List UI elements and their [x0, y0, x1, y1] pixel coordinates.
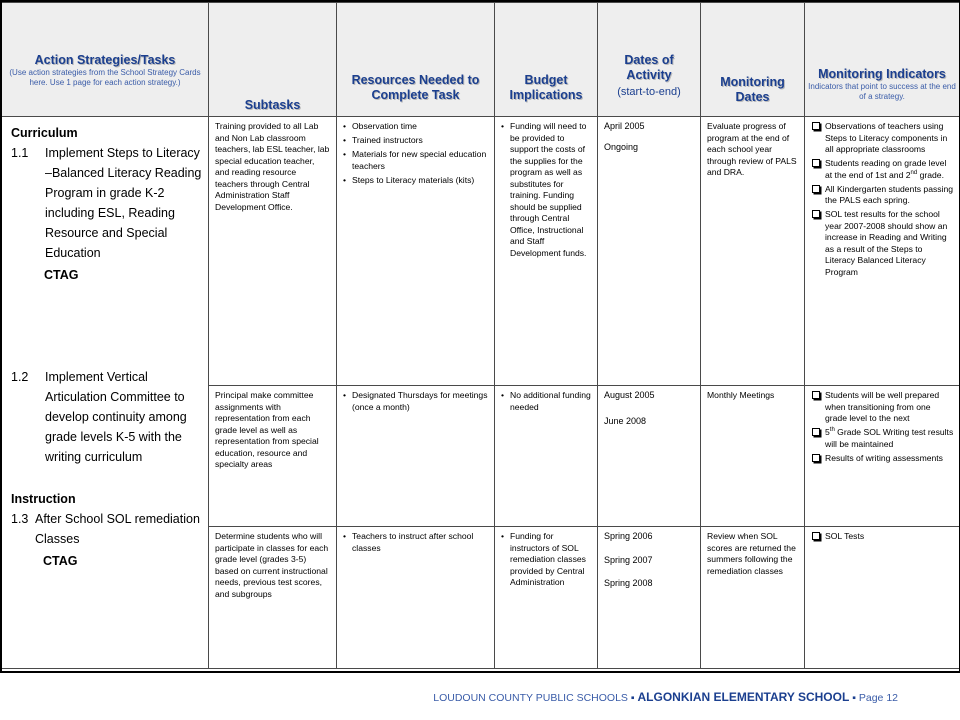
action-strategies-cell: [2, 117, 209, 669]
header-budget-label: Budget Implications: [509, 73, 583, 102]
checklist-text: Students reading on grade level at the end of 1st and 2: [825, 158, 947, 180]
header-dates: [598, 3, 701, 117]
checklist-item: SOL test results for the school year 2007-2008 should show an increase in Reading and Writing as a result of the Steps to Literacy Balanced Literacy Program: [811, 209, 954, 278]
date-text: Ongoing: [604, 141, 639, 152]
subtask-text: Determine students who will participate in classes for each grade level (grades 3-5) based on current instructional needs, previous test scores, and subgroups: [215, 531, 329, 599]
footer-separator: ▪: [630, 692, 635, 704]
header-monitoring-dates-label: Monitoring Dates: [720, 75, 785, 104]
list-item: • Funding for instructors of SOL remediation classes provided by Central Administration: [501, 531, 592, 589]
resources-cell: [337, 117, 495, 386]
subtask-cell: [209, 386, 337, 527]
header-action-strategies: [2, 3, 209, 117]
ordinal-suffix: th: [829, 427, 835, 434]
budget-cell: [495, 386, 598, 527]
page-footer: [433, 690, 898, 704]
checklist-item: [811, 158, 954, 181]
list-item: • Observation time: [343, 121, 489, 133]
list-item: • Materials for new special education teachers: [343, 149, 489, 172]
checklist-item: [811, 427, 954, 450]
footer-district: LOUDOUN COUNTY PUBLIC SCHOOLS: [433, 692, 628, 704]
list-item: • No additional funding needed: [501, 390, 592, 413]
date-text: April 2005: [604, 121, 645, 131]
ctag-label: CTAG: [44, 268, 79, 282]
date-text: June 2008: [604, 415, 647, 426]
subtask-text: Training provided to all Lab and Non Lab classroom teachers, lab ESL teacher, lab special education teacher, and reading resource teachers through Central Administration Staff Development Office.: [215, 121, 330, 212]
monitoring-text: Evaluate progress of program at the end of each school year through review of PALS and DRA.: [707, 121, 797, 177]
monitoring-text: Monthly Meetings: [707, 390, 775, 400]
header-monitoring-dates: [701, 3, 805, 117]
header-resources-label: Resources Needed to Complete Task: [351, 73, 480, 102]
dates-cell: [598, 386, 701, 527]
checklist-item: SOL Tests: [811, 531, 954, 543]
header-dates-sub: (start-to-end): [617, 86, 681, 98]
header-action-label: Action Strategies/Tasks: [34, 53, 176, 67]
monitoring-dates-cell: [701, 386, 805, 527]
resources-cell: [337, 527, 495, 669]
indicators-list: [811, 390, 954, 464]
indicators-list: [811, 531, 954, 543]
header-subtasks: [209, 3, 337, 117]
section-curriculum: Curriculum: [11, 126, 78, 140]
resources-cell: [337, 386, 495, 527]
strategy-1-2: [11, 367, 202, 467]
monitoring-text: Review when SOL scores are returned the summers following the remediation classes: [707, 531, 796, 576]
list-item: • Teachers to instruct after school classes: [343, 531, 489, 554]
strategy-number: 1.3: [11, 512, 29, 526]
strategy-1-3: [11, 509, 202, 549]
budget-cell: [495, 527, 598, 669]
resources-list: [343, 390, 489, 413]
checklist-item: Results of writing assessments: [811, 453, 954, 465]
budget-cell: [495, 117, 598, 386]
header-budget: [495, 3, 598, 117]
strategy-text: After School SOL remediation Classes: [35, 512, 200, 546]
date-text: Spring 2008: [604, 578, 653, 588]
monitoring-dates-cell: [701, 527, 805, 669]
resources-list: [343, 121, 489, 186]
dates-cell: [598, 117, 701, 386]
date-text: August 2005: [604, 390, 655, 400]
budget-list: [501, 390, 592, 413]
footer-separator: ▪: [852, 692, 856, 704]
header-subtasks-label: Subtasks: [244, 98, 301, 112]
table-row: [2, 117, 960, 386]
header-dates-label: Dates of Activity: [624, 53, 674, 82]
header-indicators-label: Monitoring Indicators: [818, 67, 946, 81]
action-plan-table: [1, 2, 960, 669]
subtask-cell: [209, 527, 337, 669]
strategy-number: 1.1: [11, 146, 29, 160]
checklist-text: 5: [825, 427, 830, 437]
indicators-cell: [805, 527, 960, 669]
list-item: • Funding will need to be provided to support the costs of the supplies for the program as well as substitutes for training. Funding should be supplied through Central Office, Instructional and Staff Development funds.: [501, 121, 592, 259]
strategy-number: 1.2: [11, 370, 29, 384]
checklist-item: Students will be well prepared when transitioning from one grade level to the next: [811, 390, 954, 425]
budget-list: [501, 531, 592, 589]
strategy-text: Implement Steps to Literacy –Balanced Literacy Reading Program in grade K-2 including ESL, Reading Resource and Special Education: [45, 146, 202, 260]
checklist-text-tail: grade.: [917, 169, 944, 180]
date-text: Spring 2007: [604, 554, 653, 565]
header-indicators: [805, 3, 960, 117]
checklist-item: All Kindergarten students passing the PALS each spring.: [811, 184, 954, 207]
list-item: • Designated Thursdays for meetings (once a month): [343, 390, 489, 413]
indicators-list: [811, 121, 954, 278]
indicators-cell: [805, 386, 960, 527]
monitoring-dates-cell: [701, 117, 805, 386]
header-indicators-note: Indicators that point to success at the end of a strategy.: [808, 82, 956, 101]
ctag-label: CTAG: [43, 554, 78, 568]
list-item: • Steps to Literacy materials (kits): [343, 175, 489, 187]
strategy-text: Implement Vertical Articulation Committee to develop continuity among grade levels K-5 with the writing curriculum: [45, 370, 187, 464]
date-text: Spring 2006: [604, 531, 653, 541]
checklist-text-tail: Grade SOL Writing test results will be maintained: [825, 427, 954, 449]
checklist-item: Observations of teachers using Steps to Literacy components in all appropriate classrooms: [811, 121, 954, 156]
footer-school: ALGONKIAN ELEMENTARY SCHOOL: [637, 690, 850, 704]
budget-list: [501, 121, 592, 259]
indicators-cell: [805, 117, 960, 386]
header-row: [2, 3, 960, 117]
strategy-1-1: [11, 143, 202, 263]
ordinal-suffix: nd: [910, 169, 918, 176]
subtask-text: Principal make committee assignments with representation from each grade level as well as representation from special education, resource and specialty areas: [215, 390, 319, 469]
dates-cell: [598, 527, 701, 669]
list-item: • Trained instructors: [343, 135, 489, 147]
header-resources: [337, 3, 495, 117]
header-action-note: (Use action strategies from the School Strategy Cards here. Use 1 page for each action strategy.): [9, 68, 201, 87]
resources-list: [343, 531, 489, 554]
subtask-cell: [209, 117, 337, 386]
footer-page-number: Page 12: [858, 692, 898, 704]
section-instruction: Instruction: [11, 492, 76, 506]
